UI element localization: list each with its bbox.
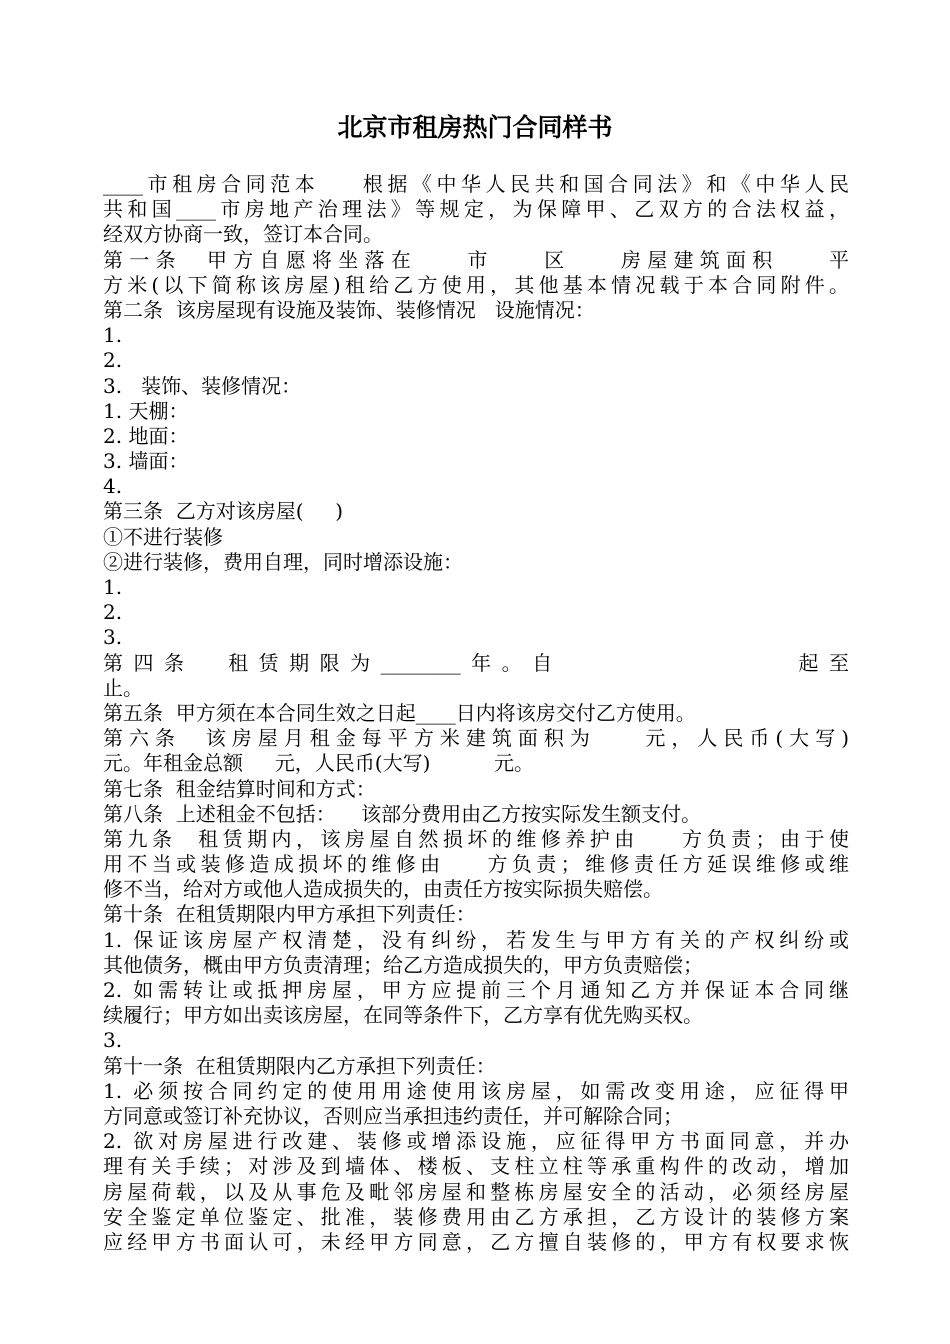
text-line: 共和国____市房地产治理法》等规定，为保障甲、乙双方的合法权益， [103,197,849,222]
text-line: 第七条 租金结算时间和方式： [103,776,376,801]
text-line: 3. [103,625,123,650]
text-line: 1. [103,323,123,348]
text-line: 第九条 租赁期内，该房屋自然损坏的维修养护由 方负责；由于使 [103,826,849,851]
text-line: 应经甲方书面认可，未经甲方同意，乙方擅自装修的，甲方有权要求恢 [103,1229,849,1254]
text-line: 第六条 该房屋月租金每平方米建筑面积为 元，人民币(大写) [103,726,849,751]
text-line: 1. 必须按合同约定的使用用途使用该房屋，如需改变用途，应征得甲 [103,1078,849,1103]
text-line: 第十一条 在租赁期限内乙方承担下列责任： [103,1053,496,1078]
text-line: 1. 天棚： [103,398,189,423]
text-line: 方同意或签订补充协议，否则应当承担违约责任，并可解除合同； [103,1103,683,1128]
text-line: 用不当或装修造成损坏的维修由 方负责；维修责任方延误维修或维 [103,852,849,877]
text-line: 安全鉴定单位鉴定、批准，装修费用由乙方承担，乙方设计的装修方案 [103,1204,849,1229]
text-line: 理有关手续；对涉及到墙体、楼板、支柱立柱等承重构件的改动，增加 [103,1154,849,1179]
text-line: 2. 地面： [103,423,189,448]
text-line: 第四条 租赁期限为________年。自 起至 [103,650,849,675]
document-title: 北京市租房热门合同样书 [337,113,613,142]
text-line: 修不当，给对方或他人造成损失的，由责任方按实际损失赔偿。 [103,877,663,902]
text-line: 3. 墙面： [103,449,189,474]
text-line: 2. [103,600,123,625]
text-line: 经双方协商一致，签订本合同。 [103,222,383,247]
text-line: 2. 如需转让或抵押房屋，甲方应提前三个月通知乙方并保证本合同继 [103,978,849,1002]
text-line: 第八条 上述租金不包括： 该部分费用由乙方按实际发生额支付。 [103,801,702,826]
text-line: 房屋荷载，以及从事危及毗邻房屋和整栋房屋安全的活动，必须经房屋 [103,1179,849,1204]
text-line: 1. [103,575,123,599]
text-line: 元。年租金总额 元，人民币(大写) 元。 [103,751,534,776]
text-line: 方米(以下简称该房屋)租给乙方使用，其他基本情况载于本合同附件。 [103,272,849,297]
text-line: 3. 装饰、装修情况： [103,373,302,398]
text-line: 2. 欲对房屋进行改建、装修或增添设施，应征得甲方书面同意，并办 [103,1129,849,1154]
text-line: 3. [103,1028,123,1053]
text-line: ②进行装修，费用自理，同时增添设施： [103,549,463,574]
text-line: 续履行；甲方如出卖该房屋，在同等条件下，乙方享有优先购买权。 [103,1003,703,1028]
text-line: 第三条 乙方对该房屋( ) [103,499,344,524]
text-line: 止。 [103,675,143,700]
text-line: 其他债务，概由甲方负责清理；给乙方造成损失的，甲方负责赔偿； [103,952,703,977]
text-line: 第五条 甲方须在本合同生效之日起____日内将该房交付乙方使用。 [103,700,696,725]
text-line: ____市租房合同范本 根据《中华人民共和国合同法》和《中华人民 [103,172,849,196]
text-line: ①不进行装修 [103,524,223,549]
text-line: 第十条 在租赁期限内甲方承担下列责任： [103,902,476,927]
document-body [103,172,849,1255]
text-line: 1. 保证该房屋产权清楚，没有纠纷，若发生与甲方有关的产权纠纷或 [103,927,849,952]
text-line: 第一条 甲方自愿将坐落在 市 区 房屋建筑面积 平 [103,247,849,272]
text-line: 4. [103,474,123,499]
text-line: 第二条 该房屋现有设施及装饰、装修情况 设施情况： [103,297,595,322]
text-line: 2. [103,348,123,373]
